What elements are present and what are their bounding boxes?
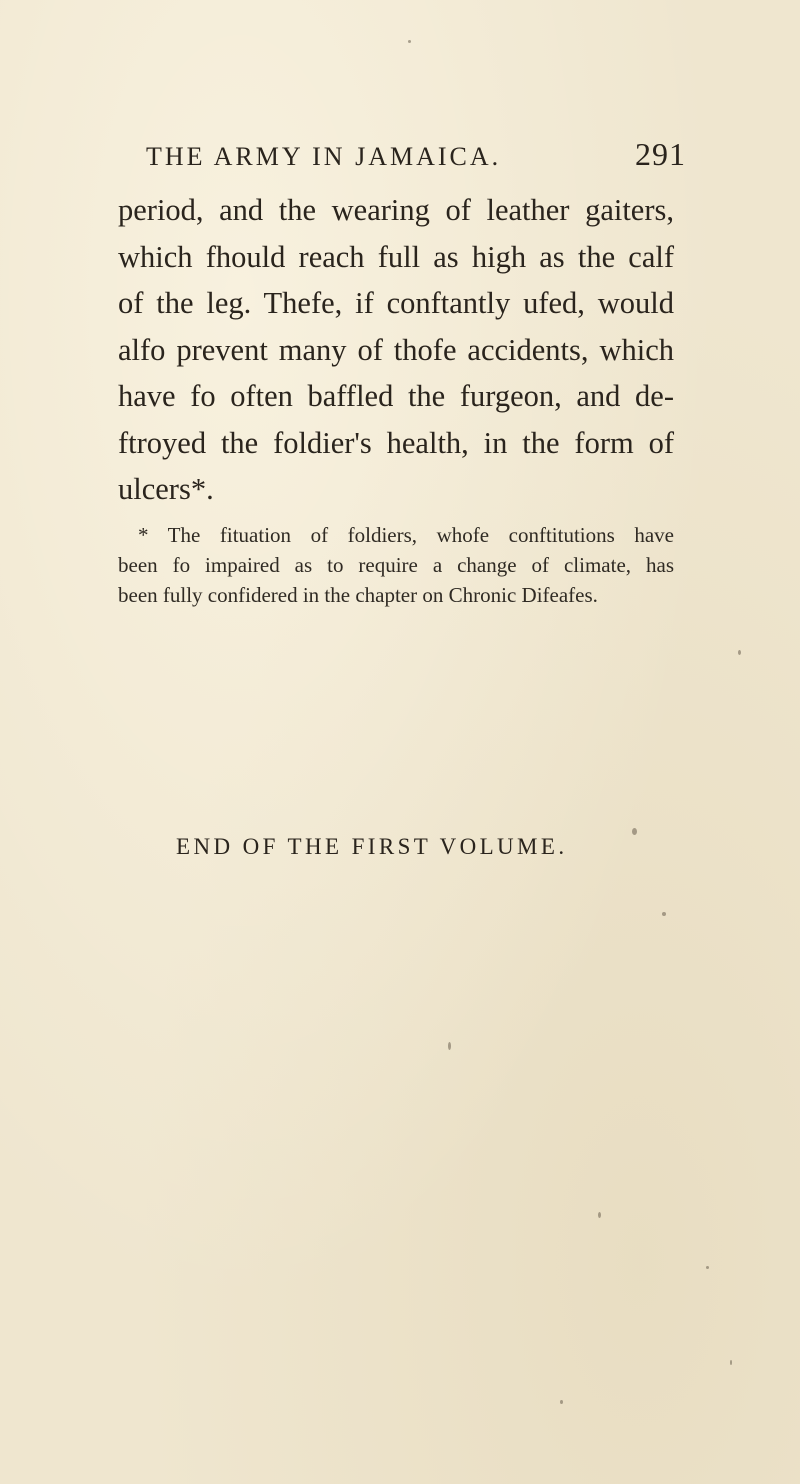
footnote-line: been fo impaired as to require a change of climate, has [118, 553, 674, 577]
running-title: THE ARMY IN JAMAICA. [146, 142, 502, 171]
footnote [118, 520, 674, 610]
text-line: of the leg. Thefe, if conftantly ufed, would [118, 286, 674, 320]
paper-speck [730, 1360, 732, 1365]
footnote-line: * The fituation of foldiers, whofe conftitutions have [138, 523, 674, 547]
footnote-line: been fully confidered in the chapter on Chronic Difeafes. [118, 583, 598, 607]
text-line: have fo often baffled the furgeon, and de- [118, 379, 674, 413]
text-line: which fhould reach full as high as the calf [118, 239, 674, 274]
paper-speck [738, 650, 741, 655]
main-paragraph [118, 187, 674, 513]
paper-speck [632, 828, 637, 835]
paper-speck [662, 912, 666, 916]
end-of-volume-note: END OF THE FIRST VOLUME. [176, 834, 568, 859]
text-line: alfo prevent many of thofe accidents, which [118, 332, 674, 367]
paper-speck [448, 1042, 451, 1050]
paper-speck [706, 1266, 709, 1269]
paper-speck [598, 1212, 601, 1218]
running-header [146, 136, 686, 173]
text-line: ftroyed the foldier's health, in the form of [118, 425, 674, 460]
page-number: 291 [635, 136, 686, 172]
paper-speck [408, 40, 411, 43]
text-line: ulcers*. [118, 472, 214, 506]
text-line: period, and the wearing of leather gaiters, [118, 193, 674, 227]
paper-speck [560, 1400, 563, 1404]
